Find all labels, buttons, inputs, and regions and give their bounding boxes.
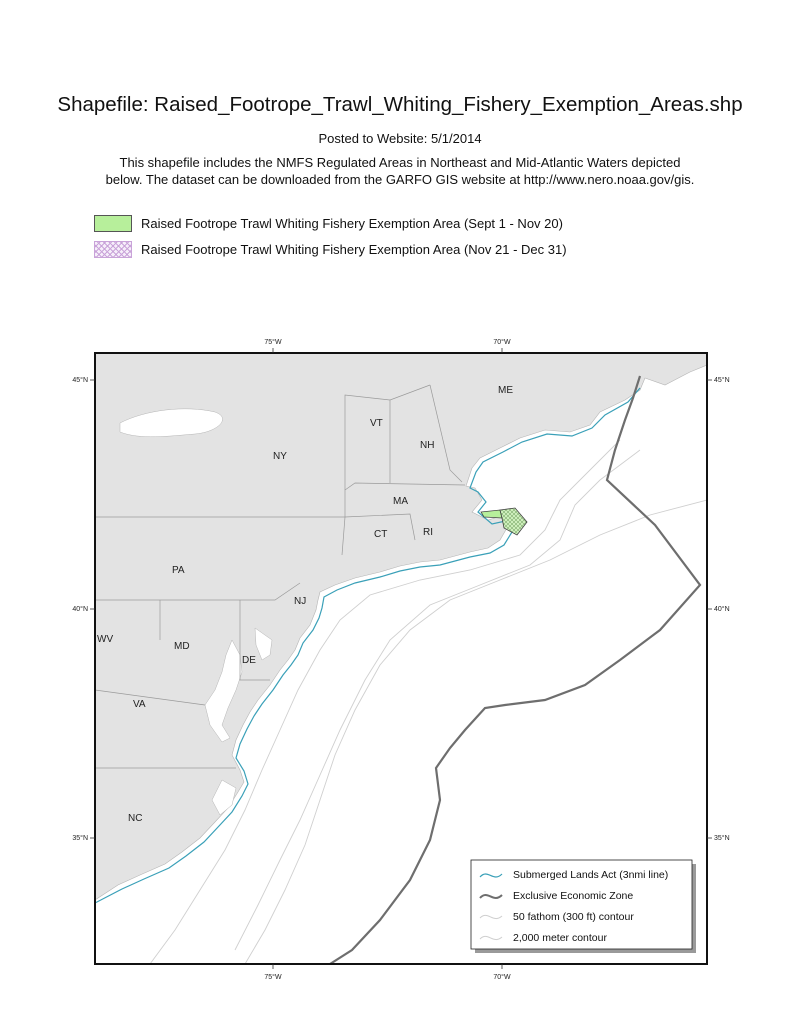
state-label-nh: NH — [420, 440, 435, 451]
legend-sla-label: Submerged Lands Act (3nmi line) — [513, 869, 669, 881]
state-label-va: VA — [133, 699, 146, 710]
tick-left-45n: 45°N — [72, 377, 88, 384]
state-label-ny: NY — [273, 451, 287, 462]
tick-bottom-70w: 70°W — [493, 974, 511, 981]
state-label-vt: VT — [370, 418, 383, 429]
tick-right-40n: 40°N — [714, 606, 730, 613]
posted-date: Posted to Website: 5/1/2014 — [318, 131, 482, 146]
state-label-wv: WV — [97, 634, 114, 645]
map-legend — [471, 860, 696, 953]
tick-top-70w: 70°W — [493, 339, 511, 346]
legend-item-nov-dec-label: Raised Footrope Trawl Whiting Fishery Exemption Area (Nov 21 - Dec 31) — [141, 241, 567, 257]
tick-left-40n: 40°N — [72, 606, 88, 613]
state-label-ct: CT — [374, 529, 388, 540]
description-line-1: This shapefile includes the NMFS Regulated Areas in Northeast and Mid-Atlantic Waters depicted — [119, 155, 681, 170]
state-label-de: DE — [242, 655, 256, 666]
state-label-me: ME — [498, 385, 513, 396]
description-line-2: below. The dataset can be downloaded from the GARFO GIS website at http://www.nero.noaa.gov/gis. — [105, 172, 695, 187]
legend-meter-label: 2,000 meter contour — [513, 932, 607, 944]
state-label-ri: RI — [423, 527, 433, 538]
legend-fathom-label: 50 fathom (300 ft) contour — [513, 911, 634, 923]
tick-bottom-75w: 75°W — [264, 974, 282, 981]
tick-top-75w: 75°W — [264, 339, 282, 346]
state-label-pa: PA — [172, 565, 185, 576]
state-label-nc: NC — [128, 813, 143, 824]
state-label-nj: NJ — [294, 596, 307, 607]
page-title: Shapefile: Raised_Footrope_Trawl_Whiting_Fishery_Exemption_Areas.shp — [57, 93, 743, 116]
legend-item-sept-nov-label: Raised Footrope Trawl Whiting Fishery Exemption Area (Sept 1 - Nov 20) — [141, 215, 563, 231]
tick-left-35n: 35°N — [72, 835, 88, 842]
tick-right-35n: 35°N — [714, 835, 730, 842]
state-label-md: MD — [174, 641, 190, 652]
state-label-ma: MA — [393, 496, 408, 507]
tick-right-45n: 45°N — [714, 377, 730, 384]
legend-eez-label: Exclusive Economic Zone — [513, 890, 634, 902]
